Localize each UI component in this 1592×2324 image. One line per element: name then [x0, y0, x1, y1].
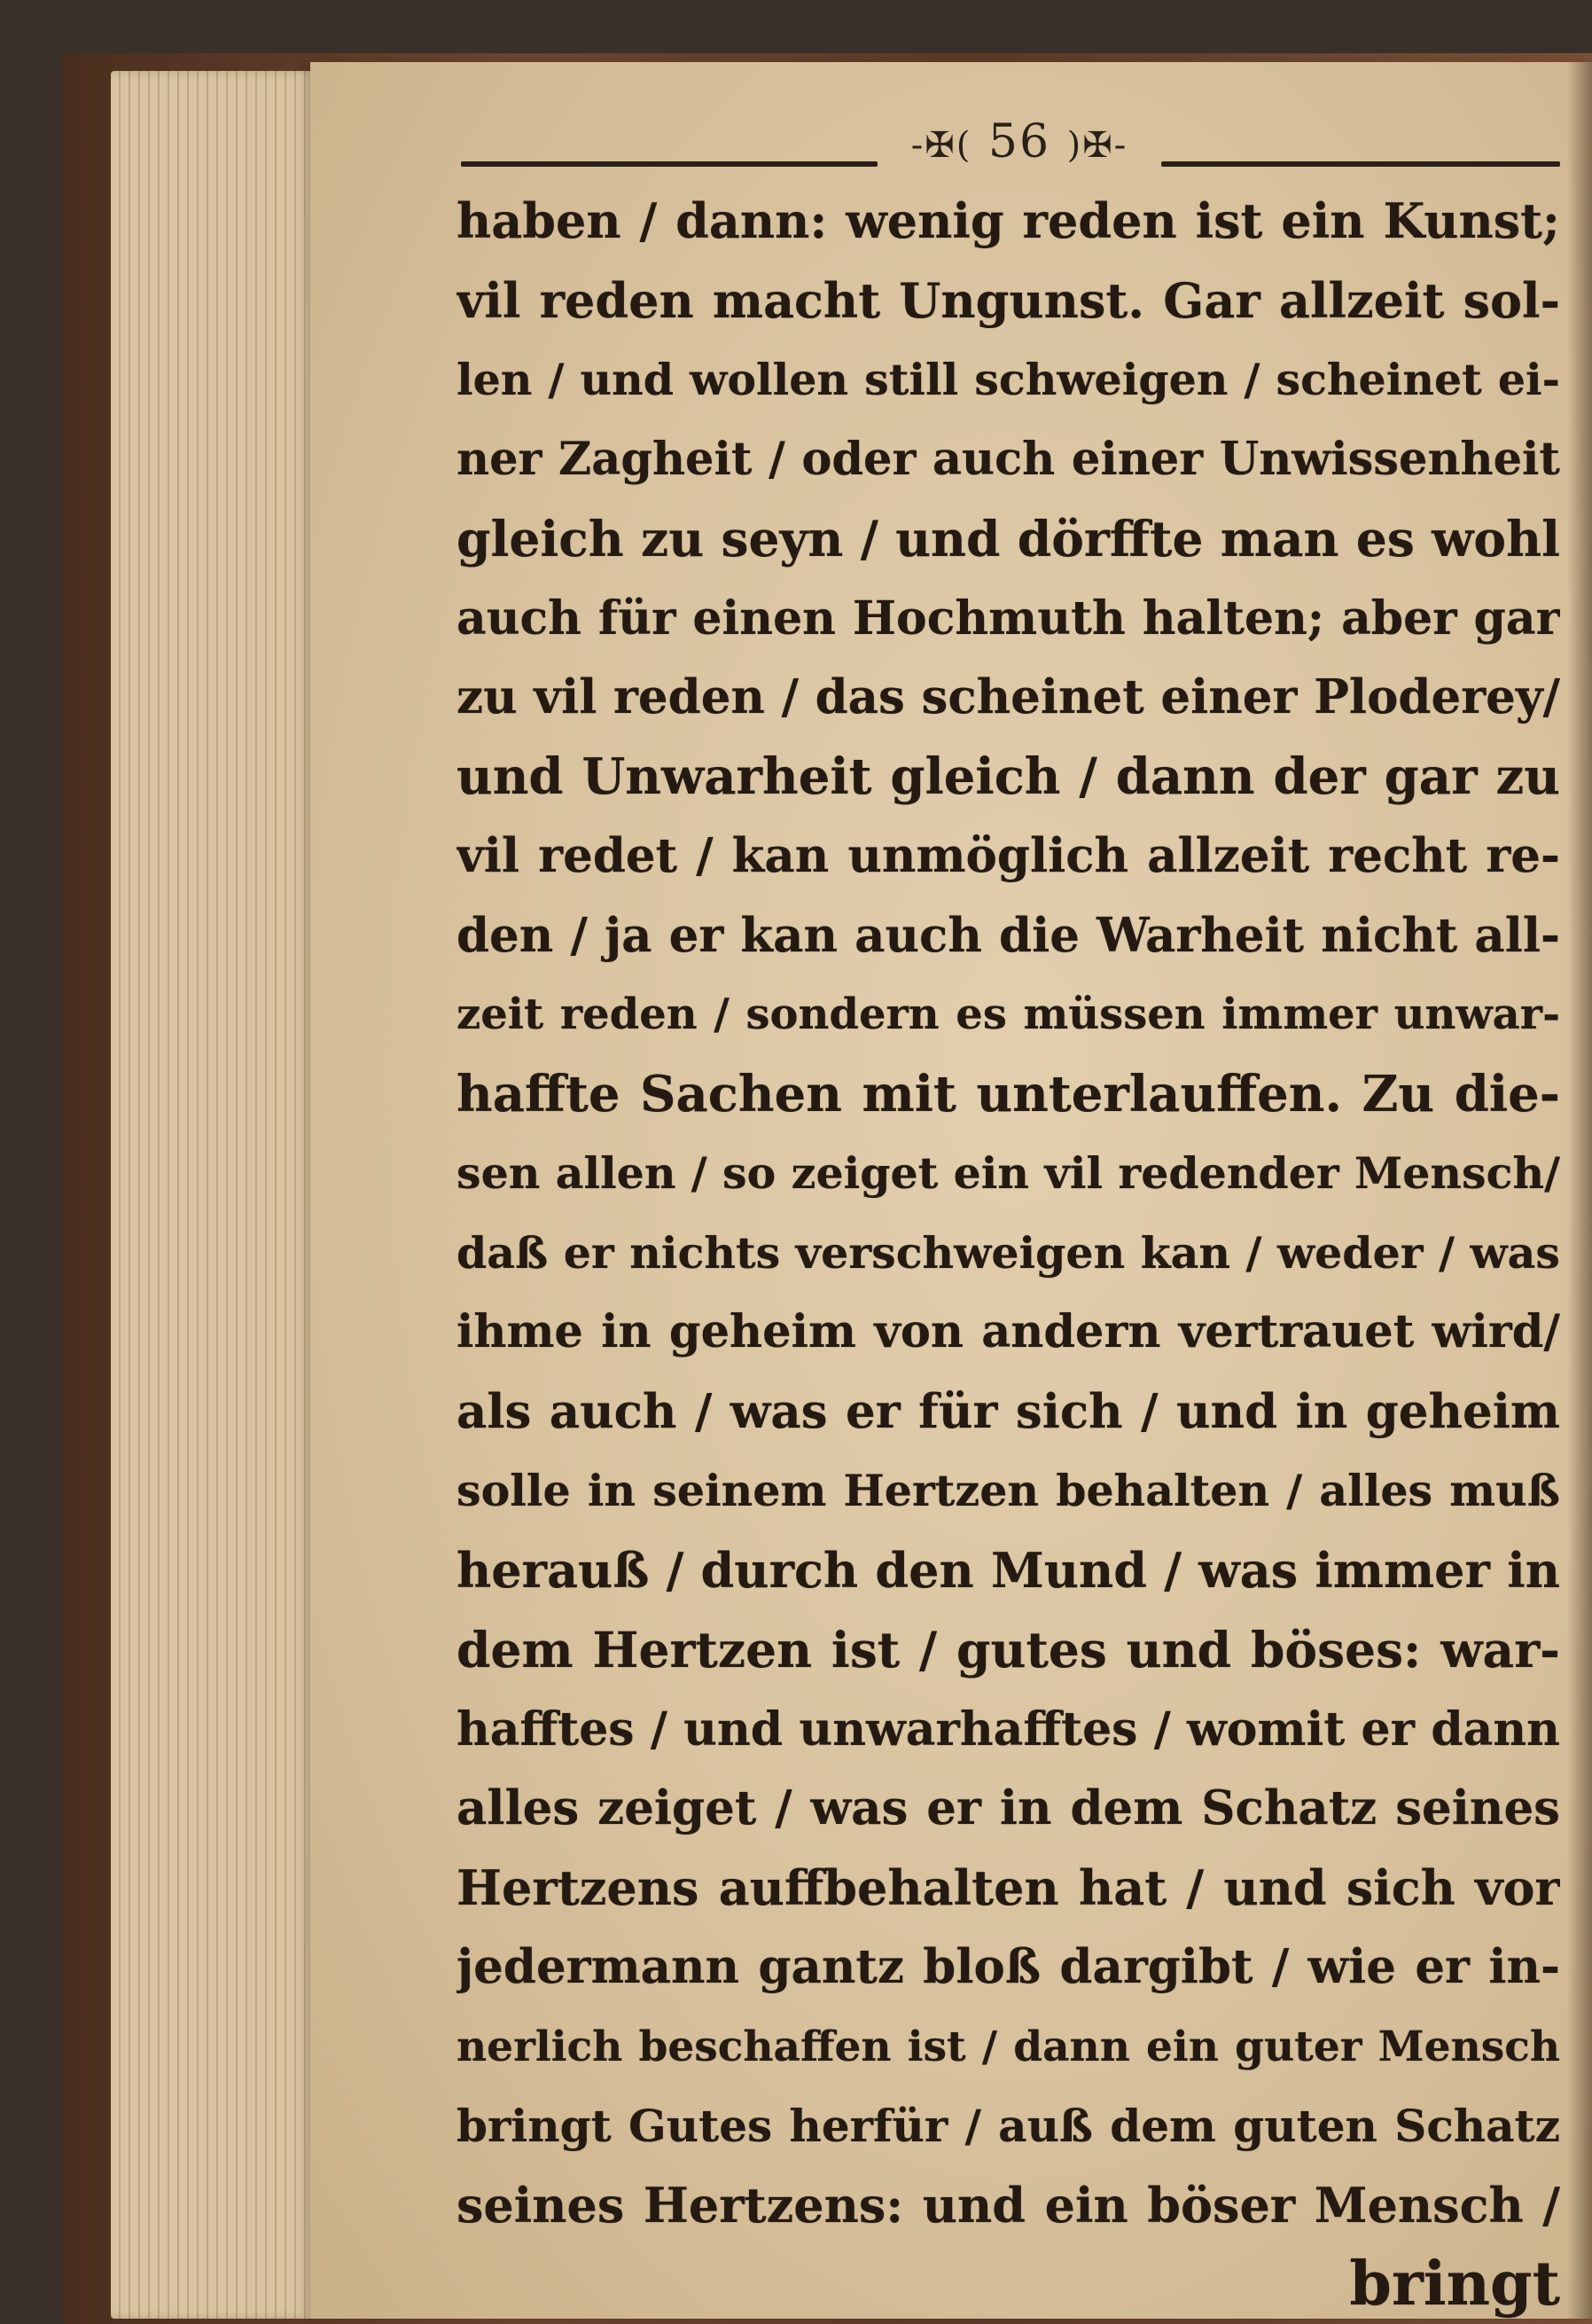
text-line: vil reden macht Ungunst. Gar allzeit sol- [457, 271, 1560, 329]
text-line: zu vil reden / das scheinet einer Ploderey/ [457, 669, 1560, 724]
text-line: dem Hertzen ist / gutes und böses: war- [457, 1621, 1560, 1678]
text-line: zeit reden / sondern es müssen immer unwar- [457, 990, 1560, 1039]
header-rule-right [1161, 161, 1560, 167]
page-number: 56 [987, 115, 1051, 168]
text-line: vil redet / kan unmöglich allzeit recht re- [457, 828, 1560, 883]
text-line: bringt Gutes herfür / auß dem guten Schatz [457, 2100, 1560, 2152]
text-line: den / ja er kan auch die Warheit nicht all- [457, 907, 1560, 963]
page-header [461, 115, 1560, 177]
text-line: nerlich beschaffen ist / dann ein guter Mensch [457, 2022, 1560, 2071]
text-line: jedermann gantz bloß dargibt / wie er in- [457, 1939, 1560, 1994]
text-line: alles zeiget / was er in dem Schatz seines [457, 1780, 1560, 1835]
page-gutter-shadow [1567, 62, 1592, 2319]
text-line: hafftes / und unwarhafftes / womit er dann [457, 1702, 1560, 1757]
text-line: ner Zagheit / oder auch einer Unwissenheit [457, 432, 1560, 486]
text-line: Hertzens auffbehalten hat / und sich vor [457, 1858, 1560, 1916]
text-line: ihme in geheim von andern vertrauet wird/ [457, 1305, 1560, 1358]
page-number-group [886, 115, 1152, 168]
folio-ornament-left: -✠( [910, 125, 972, 166]
header-rule-left [461, 161, 878, 167]
page-edges [111, 71, 332, 2319]
body-text [457, 182, 1560, 2324]
text-line: gleich zu seyn / und dörffte man es wohl [457, 510, 1560, 567]
text-line: len / und wollen still schweigen / scheinet ei- [457, 354, 1560, 405]
text-line: haben / dann: wenig reden ist ein Kunst; [457, 192, 1560, 249]
text-line: solle in seinem Hertzen behalten / alles muß [457, 1465, 1560, 1516]
text-line: herauß / durch den Mund / was immer in [457, 1541, 1560, 1599]
folio-ornament-right: )✠- [1066, 125, 1128, 166]
text-line: haffte Sachen mit unterlauffen. Zu die- [457, 1064, 1560, 1123]
text-line: und Unwarheit gleich / dann der gar zu [457, 747, 1560, 806]
text-line: daß er nichts verschweigen kan / weder / was [457, 1226, 1560, 1279]
catchword: bringt [1349, 2249, 1560, 2320]
text-line: seines Hertzens: und ein böser Mensch / [457, 2176, 1560, 2234]
text-line: auch für einen Hochmuth halten; aber gar [457, 591, 1560, 646]
text-line: sen allen / so zeiget ein vil redender Mensch/ [457, 1147, 1560, 1199]
text-line: als auch / was er für sich / und in geheim [457, 1383, 1560, 1439]
